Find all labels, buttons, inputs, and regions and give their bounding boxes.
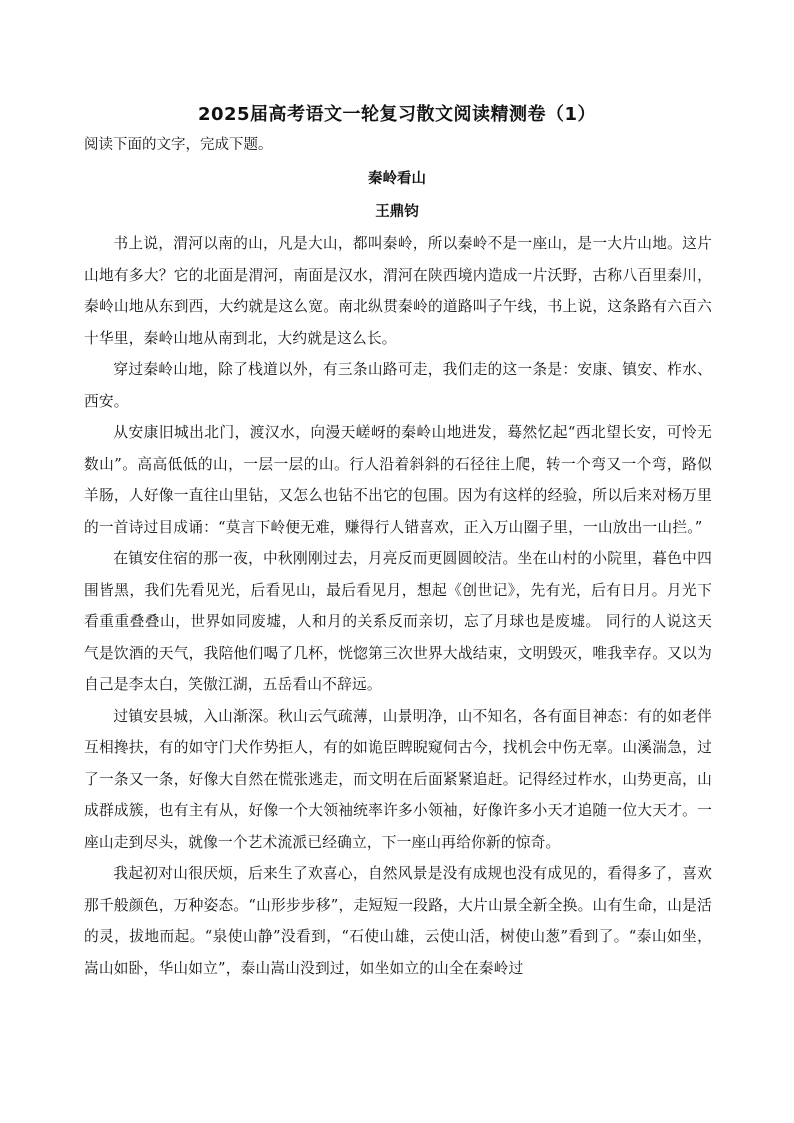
- paragraph: 穿过秦岭山地，除了栈道以外，有三条山路可走，我们走的这一条是：安康、镇安、柞水、西安。: [84, 361, 712, 410]
- paragraph: 在镇安住宿的那一夜，中秋刚刚过去，月亮反而更圆圆皎洁。坐在山村的小院里，暮色中四围皆黑，我们先看见光，后看见山，最后看见月，想起《创世记》，先有光，后有日月。月光下看重重叠叠山，世界如同废墟，人和月的关系反而亲切，忘了月球也是废墟。 同行的人说这天气是饮酒的天气，我陪他们喝了几杯，恍惚第三次世界大战结束，文明毁灭，唯我幸存。又以为自己是李太白，笑傲江湖，五岳看山不辞远。: [84, 550, 712, 693]
- paragraph: 我起初对山很厌烦，后来生了欢喜心，自然风景是没有成规也没有成见的，看得多了，喜欢那千般颜色，万种姿态。“山形步步移”，走短短一段路，大片山景全新全换。山有生命，山是活的灵，拔地而起。“泉使山静”没看到，“石使山雄，云使山活，树使山葱”看到了。“泰山如坐，嵩山如卧，华山如立”，泰山嵩山没到过，如坐如立的山全在秦岭过: [84, 865, 712, 977]
- article-author: 王鼎钧: [375, 204, 419, 220]
- instruction-text: 阅读下面的文字，完成下题。: [84, 137, 273, 153]
- document-title: 2025届高考语文一轮复习散文阅读精测卷（1）: [197, 104, 597, 125]
- paragraph: 从安康旧城出北门，渡汉水，向漫天嵯岈的秦岭山地进发，蓦然忆起“西北望长安，可怜无数山”。高高低低的山，一层一层的山。行人沿着斜斜的石径往上爬，转一个弯又一个弯，路似羊肠，人好像一直往山里钻，又怎么也钻不出它的包围。因为有这样的经验，所以后来对杨万里的一首诗过目成诵：“莫言下岭便无难，赚得行人错喜欢，正入万山圈子里，一山放出一山拦。”: [84, 424, 712, 536]
- paragraph: 书上说，渭河以南的山，凡是大山，都叫秦岭，所以秦岭不是一座山，是一大片山地。这片山地有多大？它的北面是渭河，南面是汉水，渭河在陕西境内造成一片沃野，古称八百里秦川，秦岭山地从东到西，大约就是这么宽。南北纵贯秦岭的道路叫子午线，书上说，这条路有六百六十华里，秦岭山地从南到北，大约就是这么长。: [84, 235, 712, 347]
- article-body: [84, 228, 712, 984]
- article-title: 秦岭看山: [368, 171, 426, 187]
- paragraph: 过镇安县城，入山渐深。秋山云气疏薄，山景明净，山不知名，各有面目神态：有的如老伴互相搀扶，有的如守门犬作势拒人，有的如诡臣睥睨窥伺古今，找机会中伤无辜。山溪湍急，过了一条又一条，好像大自然在慌张逃走，而文明在后面紧紧追赶。记得经过柞水，山势更高，山成群成簇，也有主有从，好像一个大领袖统率许多小领袖，好像许多小天才追随一位大天才。一座山走到尽头，就像一个艺术流派已经确立，下一座山再给你新的惊奇。: [84, 707, 712, 851]
